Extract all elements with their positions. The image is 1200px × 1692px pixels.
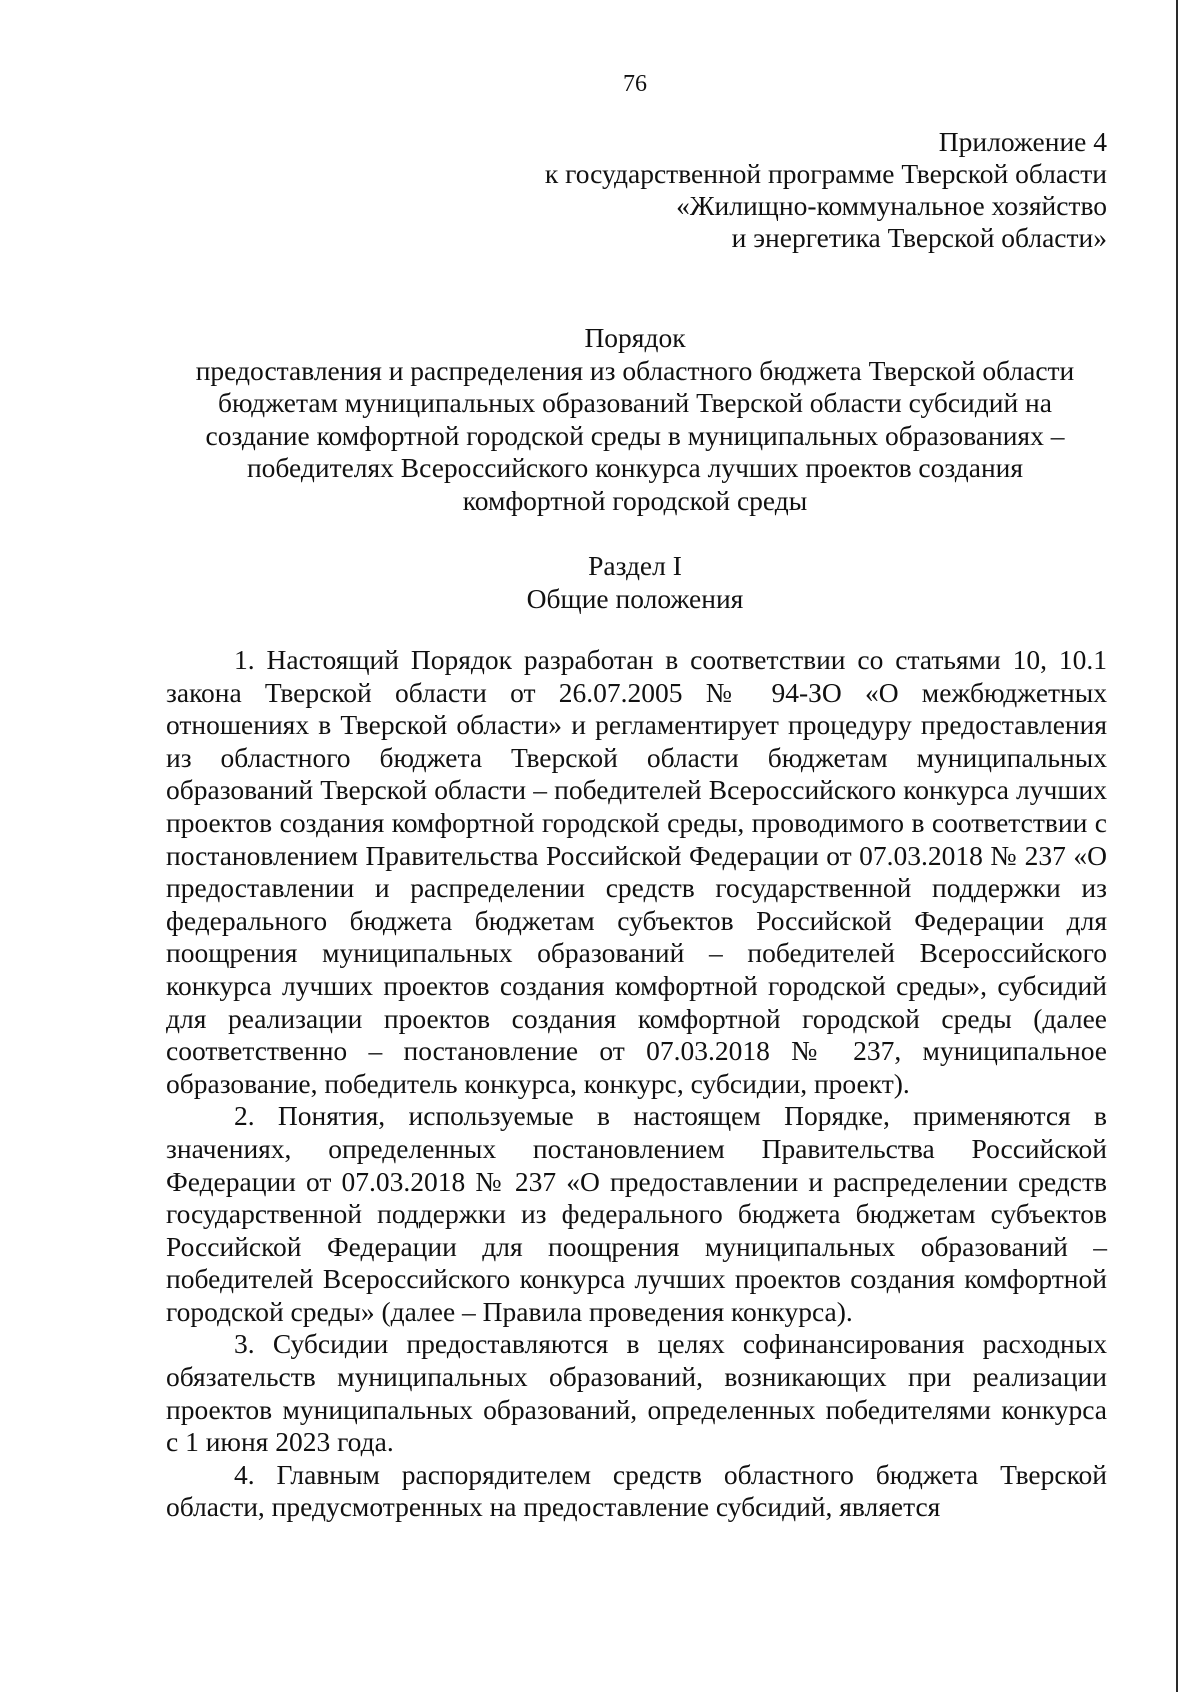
paragraph-3: 3. Субсидии предоставляются в целях софинансирования расходных обязательств муниципальных образований, возникающих при реализации проектов муниципальных образований, определенных победителями конкурса с 1 июня 2023 года. xyxy=(166,1328,1107,1458)
paragraph-1: 1. Настоящий Порядок разработан в соответствии со статьями 10, 10.1 закона Тверской области от 26.07.2005 № 94-ЗО «О межбюджетных отношениях в Тверской области» и регламентирует процедуру предоставления из областного бюджета Тверской области бюджетам муниципальных образований Тверской области – победителей Всероссийского конкурса лучших проектов создания комфортной городской среды, проводимого в соответствии с постановлением Правительства Российской Федерации от 07.03.2018 № 237 «О предоставлении и распределении средств государственной поддержки из федерального бюджета бюджетам субъектов Российской Федерации для поощрения муниципальных образований – победителей Всероссийского конкурса лучших проектов создания комфортной городской среды», субсидий для реализации проектов создания комфортной городской среды (далее соответственно – постановление от 07.03.2018 № 237, муниципальное образование, победитель конкурса, конкурс, субсидии, проект). xyxy=(166,644,1107,1099)
title-line: победителях Всероссийского конкурса лучших проектов создания xyxy=(246,452,1024,483)
appendix-header xyxy=(545,126,1107,254)
paragraph-4: 4. Главным распорядителем средств областного бюджета Тверской области, предусмотренных на предоставление субсидий, является xyxy=(166,1458,1107,1523)
title-line: создание комфортной городской среды в муниципальных образованиях – xyxy=(205,419,1065,451)
paragraph-2: 2. Понятия, используемые в настоящем Порядке, применяются в значениях, определенных постановлением Правительства Российской Федерации от 07.03.2018 № 237 «О предоставлении и распределении средств государственной поддержки из федерального бюджета бюджетам субъектов Российской Федерации для поощрения муниципальных образований – победителей Всероссийского конкурса лучших проектов создания комфортной городской среды» (далее – Правила проведения конкурса). xyxy=(166,1100,1107,1327)
scan-edge-line xyxy=(1176,0,1178,1692)
body-text xyxy=(166,644,1107,1524)
title-line: бюджетам муниципальных образований Тверской области субсидий на xyxy=(218,387,1052,418)
section-name: Общие положения xyxy=(526,582,744,614)
appendix-line: Приложение 4 xyxy=(938,126,1107,157)
document-title xyxy=(160,322,1110,517)
title-line: комфортной городской среды xyxy=(462,484,808,516)
appendix-line: и энергетика Тверской области» xyxy=(731,222,1107,253)
page-number: 76 xyxy=(623,71,647,97)
title-heading: Порядок xyxy=(584,322,686,353)
section-heading xyxy=(160,550,1110,615)
appendix-line: к государственной программе Тверской области xyxy=(544,158,1107,189)
section-number: Раздел I xyxy=(588,550,682,581)
title-line: предоставления и распределения из областного бюджета Тверской области xyxy=(195,354,1075,386)
appendix-line: «Жилищно-коммунальное хозяйство xyxy=(676,190,1107,221)
